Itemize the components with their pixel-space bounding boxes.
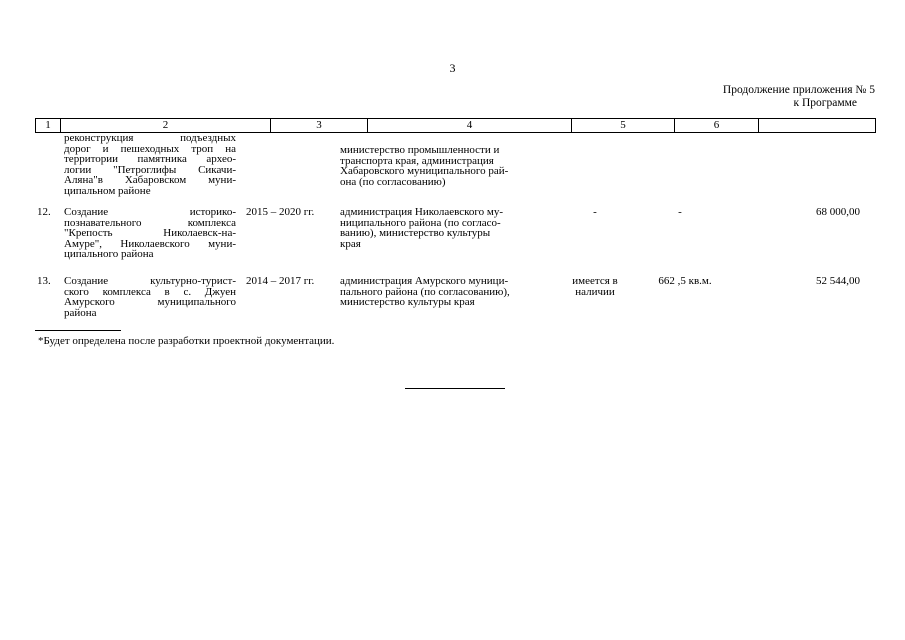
- continued-row-responsible: министерство промышленности и транспорта края, администрация Хабаровского муниципального рай- она (по согласованию): [340, 144, 509, 188]
- continuation-line-2: к Программе: [793, 97, 857, 109]
- page-number: 3: [449, 61, 456, 75]
- row-12-col5: -: [593, 206, 597, 218]
- header-col-7: [759, 119, 876, 133]
- footnote-separator: [35, 330, 121, 331]
- continued-row-name: реконструкция подъездных дорог и пешеходных троп на территории памятника архео- логии "Петроглифы Сикачи- Аляна"в Хабаровском муни- ципальном районе: [64, 132, 236, 197]
- header-row: [36, 119, 876, 133]
- footnote: *Будет определена после разработки проектной документации.: [38, 335, 335, 347]
- table-header: [35, 118, 876, 133]
- row-12-amount: 68 000,00: [816, 206, 860, 218]
- continuation-line-1: Продолжение приложения № 5: [722, 84, 875, 96]
- continuation-header: [723, 84, 875, 110]
- header-col-5: 5: [572, 119, 675, 133]
- row-13-responsible: администрация Амурского муници- пального района (по согласованию), министерство культуры края: [340, 275, 510, 308]
- row-13-name: Создание культурно-турист- ского комплекса в с. Джуен Амурского муниципального района: [64, 275, 236, 319]
- row-12-number: 12.: [37, 206, 51, 218]
- row-13-amount: 52 544,00: [816, 275, 860, 287]
- row-12-col6: -: [678, 206, 682, 218]
- header-col-6: 6: [675, 119, 759, 133]
- row-13-number: 13.: [37, 275, 51, 287]
- row-13-col6: 662 ,5 кв.м.: [658, 275, 712, 287]
- end-of-document-line: [405, 388, 505, 389]
- row-13-period: 2014 – 2017 гг.: [246, 275, 315, 287]
- row-12-responsible: администрация Николаевского му- ниципального района (по согласо- ванию), министерство культуры края: [340, 206, 504, 250]
- header-col-3: 3: [271, 119, 368, 133]
- header-col-2: 2: [61, 119, 271, 133]
- row-12-period: 2015 – 2020 гг.: [246, 206, 315, 218]
- row-12-name: Создание историко- познавательного комплекса "Крепость Николаевск-на- Амуре", Николаевского муни- ципального района: [64, 206, 236, 260]
- row-13-col5: имеется в наличии: [572, 275, 618, 298]
- header-col-4: 4: [368, 119, 572, 133]
- header-col-1: 1: [36, 119, 61, 133]
